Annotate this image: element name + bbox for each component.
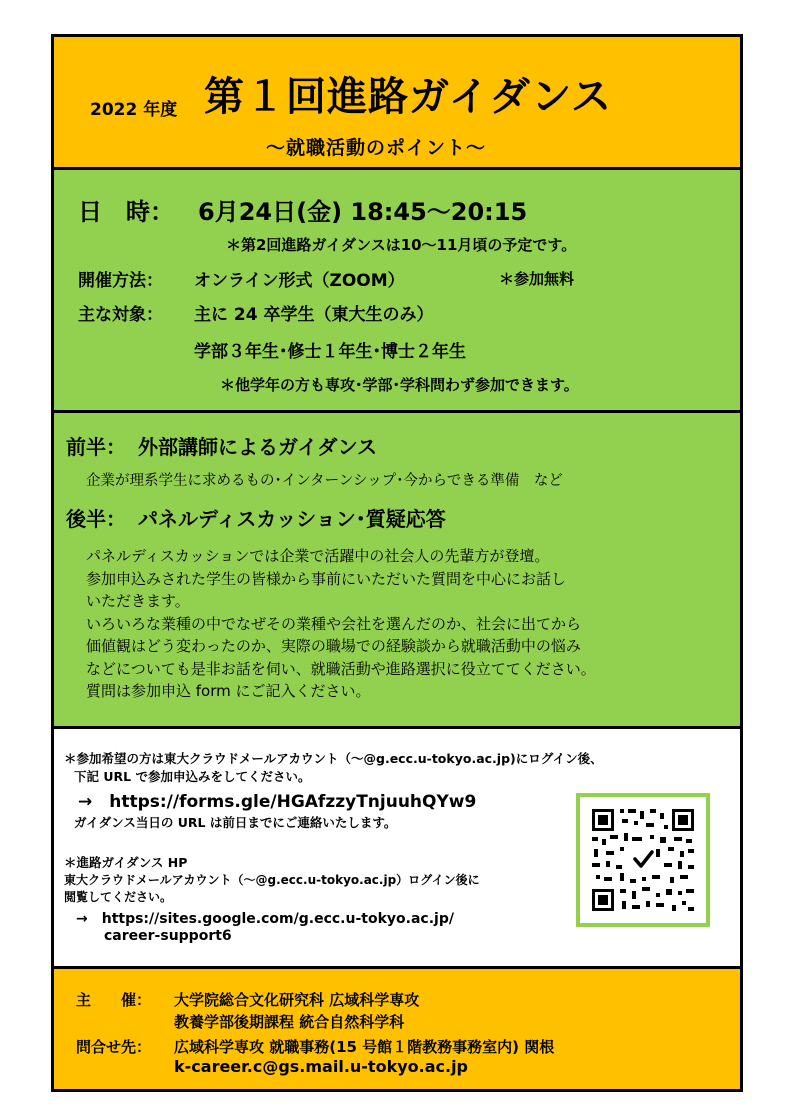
hp-line-1: 東大クラウドメールアカウント（～@g.ecc.u-tokyo.ac.jp）ログイン後に <box>64 873 480 887</box>
target-note: ＊他学年の方も専攻･学部･学科問わず参加できます。 <box>220 376 579 394</box>
info-section <box>54 170 740 413</box>
body-line: いろいろな業種の中でなぜその業種や会社を選んだのか、社会に出てから <box>86 614 582 633</box>
year-label: 2022 年度 <box>90 100 178 120</box>
method-value: オンライン形式（ZOOM） <box>194 271 405 291</box>
target-label: 主な対象： <box>78 305 163 325</box>
first-half-desc: 企業が理系学生に求めるもの･インターンシップ･今からできる準備 など <box>86 473 563 489</box>
second-half-label: 後半： <box>66 507 126 531</box>
host-line-2: 教養学部後期課程 統合自然科学科 <box>174 1013 405 1031</box>
target-value-1: 主に 24 卒学生（東大生のみ） <box>194 305 434 325</box>
next-guidance-note: ＊第2回進路ガイダンスは10～11月頃の予定です。 <box>226 236 577 254</box>
apply-line-2: 下記 URL で参加申込みをしてください。 <box>74 769 311 784</box>
contact-email[interactable]: k-career.c@gs.mail.u-tokyo.ac.jp <box>174 1057 469 1076</box>
fee-note: ＊参加無料 <box>499 270 575 288</box>
datetime-value: 6月24日(金) 18:45～20:15 <box>198 198 528 226</box>
host-label: 主 催： <box>76 991 152 1009</box>
first-half-label: 前半： <box>66 435 126 459</box>
footer-section <box>54 969 740 1089</box>
target-value-2: 学部３年生･修士１年生･博士２年生 <box>194 342 466 362</box>
hp-line-2: 閲覧してください。 <box>64 890 173 904</box>
second-half-body <box>86 545 596 703</box>
program-section <box>54 413 740 729</box>
form-link[interactable]: → https://forms.gle/HGAfzzyTnjuuhQYw9 <box>78 792 477 812</box>
body-line: 質問は参加申込 form にご記入ください。 <box>86 682 371 700</box>
hp-link-2[interactable]: career-support6 <box>104 928 232 944</box>
body-line: などについても是非お話を伺い、就職活動や進路選択に役立ててください。 <box>86 659 596 678</box>
second-half-title: パネルディスカッション･質疑応答 <box>138 507 446 531</box>
body-line: パネルディスカッションでは企業で活躍中の社会人の先輩方が登壇。 <box>86 547 550 565</box>
page-subtitle: ～就職活動のポイント～ <box>266 137 487 159</box>
method-label: 開催方法： <box>78 271 163 291</box>
qr-code-frame <box>576 793 710 927</box>
apply-line-1: ＊参加希望の方は東大クラウドメールアカウント（～@g.ecc.u-tokyo.ac.jp)にログイン後、 <box>64 751 603 766</box>
hp-link-1[interactable]: → https://sites.google.com/g.ecc.u-tokyo.ac.jp/ <box>76 911 454 927</box>
body-line: いただきます。 <box>86 592 190 610</box>
hp-title: ＊進路ガイダンス HP <box>64 855 188 870</box>
contact-line-1: 広域科学専攻 就職事務(15 号館１階教務事務室内) 関根 <box>174 1038 555 1056</box>
datetime-label: 日 時： <box>78 198 174 226</box>
contact-label: 問合せ先： <box>76 1038 152 1056</box>
apply-section <box>54 729 740 969</box>
body-line: 参加申込みされた学生の皆様から事前にいただいた質問を中心にお話し <box>86 569 567 588</box>
flyer <box>51 34 743 1092</box>
body-line: 価値観はどう変わったのか、実際の職場での経験談から就職活動中の悩み <box>86 637 581 655</box>
header-section <box>54 37 740 170</box>
page-title: 第１回進路ガイダンス <box>204 74 612 120</box>
apply-line-3: ガイダンス当日の URL は前日までにご連絡いたします。 <box>74 815 397 830</box>
qr-code-icon <box>580 797 706 923</box>
host-line-1: 大学院総合文化研究科 広域科学専攻 <box>174 991 420 1009</box>
first-half-title: 外部講師によるガイダンス <box>138 435 377 459</box>
